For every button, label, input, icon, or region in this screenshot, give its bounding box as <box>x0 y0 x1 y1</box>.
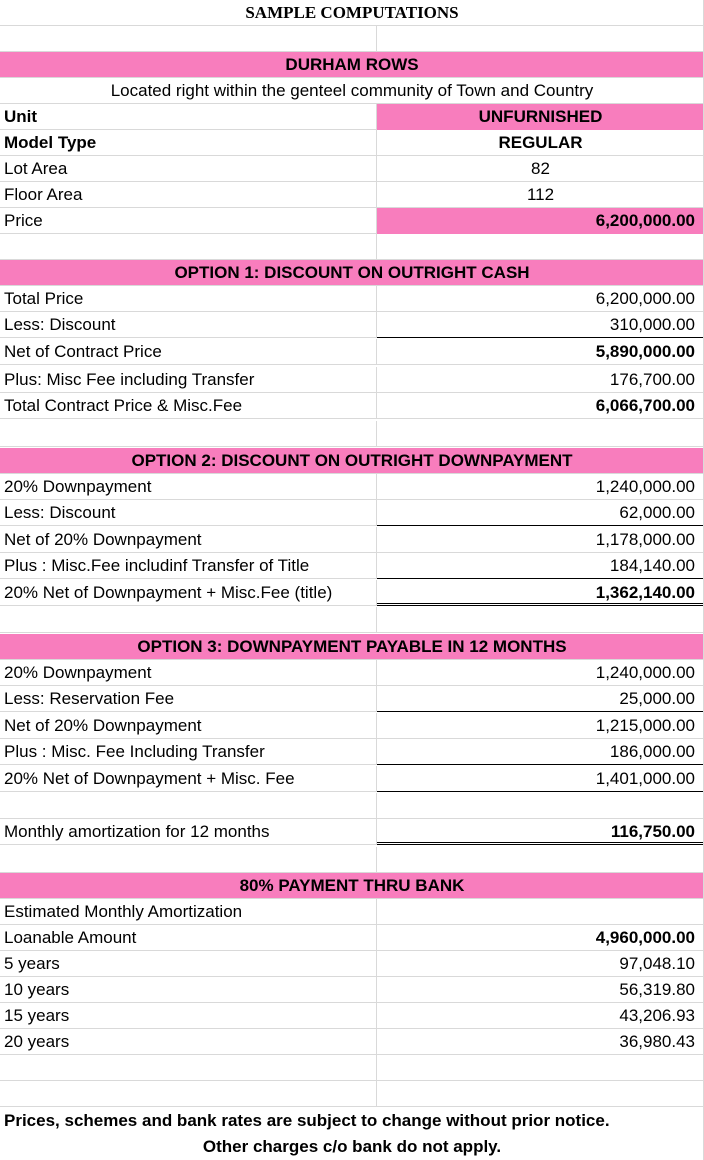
lot-area-label: Lot Area <box>0 156 377 182</box>
option1-header-row <box>0 260 704 286</box>
disclaimer-note: Prices, schemes and bank rates are subject to change without prior notice. <box>4 1111 610 1130</box>
blank-row <box>0 421 704 447</box>
term-value: 43,206.93 <box>619 1006 695 1025</box>
bank-header-row <box>0 873 704 899</box>
tagline-row <box>0 78 704 104</box>
lot-area-row <box>0 156 704 182</box>
monthly-amortization-label: Monthly amortization for 12 months <box>0 819 377 845</box>
option2-label: 20% Downpayment <box>0 474 377 500</box>
option3-value: 25,000.00 <box>377 686 704 712</box>
model-label: Model Type <box>0 130 377 156</box>
option1-value: 310,000.00 <box>377 312 704 338</box>
option2-header: OPTION 2: DISCOUNT ON OUTRIGHT DOWNPAYMENT <box>131 451 573 470</box>
floor-area-value: 112 <box>526 185 555 204</box>
option3-value: 1,215,000.00 <box>595 716 695 735</box>
model-value: REGULAR <box>498 133 583 152</box>
option3-label: Plus : Misc. Fee Including Transfer <box>0 739 377 765</box>
blank-cell <box>0 26 377 52</box>
project-name: DURHAM ROWS <box>285 55 419 74</box>
loanable-amount-value: 4,960,000.00 <box>595 928 695 947</box>
term-label: 10 years <box>0 977 377 1003</box>
option1-label: Total Contract Price & Misc.Fee <box>0 393 377 419</box>
blank-cell <box>0 847 377 873</box>
title-row <box>0 0 704 26</box>
option1-label: Total Price <box>0 286 377 312</box>
option2-row <box>0 527 704 553</box>
project-tagline: Located right within the genteel community of Town and Country <box>110 81 594 100</box>
lot-area-value: 82 <box>531 159 550 178</box>
monthly-amortization-value: 116,750.00 <box>377 819 704 845</box>
note-row <box>0 1134 704 1160</box>
term-row <box>0 951 704 977</box>
option2-label: Net of 20% Downpayment <box>0 527 377 553</box>
blank-cell <box>0 607 377 633</box>
blank-row <box>0 234 704 260</box>
price-value: 6,200,000.00 <box>377 208 704 234</box>
option3-header-row <box>0 634 704 660</box>
term-label: 20 years <box>0 1029 377 1055</box>
option3-label: Net of 20% Downpayment <box>0 713 377 739</box>
option2-value: 1,240,000.00 <box>595 477 695 496</box>
option3-value: 186,000.00 <box>377 739 704 765</box>
blank-cell <box>0 793 377 819</box>
blank-row <box>0 607 704 633</box>
option3-label: Less: Reservation Fee <box>0 686 377 712</box>
option2-value: 1,178,000.00 <box>595 530 695 549</box>
loanable-amount-row <box>0 925 704 951</box>
option1-row <box>0 312 704 338</box>
option1-row <box>0 286 704 312</box>
blank-cell <box>0 1055 377 1081</box>
blank-row <box>0 847 704 873</box>
option3-row <box>0 686 704 712</box>
option2-row <box>0 500 704 526</box>
term-row <box>0 1029 704 1055</box>
loanable-amount-label: Loanable Amount <box>0 925 377 951</box>
price-label: Price <box>0 208 377 234</box>
option3-value: 1,240,000.00 <box>595 663 695 682</box>
model-row <box>0 130 704 156</box>
term-row <box>0 977 704 1003</box>
term-label: 5 years <box>0 951 377 977</box>
unit-value: UNFURNISHED <box>377 104 704 130</box>
blank-row <box>0 1055 704 1081</box>
option2-value: 184,140.00 <box>377 553 704 579</box>
monthly-amortization-row <box>0 819 704 845</box>
option1-row <box>0 367 704 393</box>
option2-header-row <box>0 448 704 474</box>
term-value: 97,048.10 <box>619 954 695 973</box>
unit-row <box>0 104 704 130</box>
option1-row <box>0 339 704 365</box>
blank-row <box>0 26 704 52</box>
option1-value: 176,700.00 <box>609 370 695 389</box>
sheet-title: SAMPLE COMPUTATIONS <box>245 3 459 22</box>
blank-row <box>0 793 704 819</box>
option3-row <box>0 660 704 686</box>
option2-row <box>0 553 704 579</box>
estimated-amortization-label: Estimated Monthly Amortization <box>0 899 377 925</box>
term-value: 36,980.43 <box>619 1032 695 1051</box>
option1-total-row <box>0 393 704 419</box>
option1-label: Plus: Misc Fee including Transfer <box>0 367 377 393</box>
option3-row <box>0 739 704 765</box>
option3-total-value: 1,401,000.00 <box>377 766 704 792</box>
option2-total-value: 1,362,140.00 <box>377 580 704 606</box>
option3-label: 20% Net of Downpayment + Misc. Fee <box>0 766 377 792</box>
term-value: 56,319.80 <box>619 980 695 999</box>
option1-label: Less: Discount <box>0 312 377 338</box>
blank-cell <box>0 234 377 260</box>
option3-label: 20% Downpayment <box>0 660 377 686</box>
note-row <box>0 1108 704 1134</box>
option2-row <box>0 474 704 500</box>
blank-cell <box>0 1081 377 1107</box>
blank-row <box>0 1081 704 1107</box>
option2-value: 62,000.00 <box>377 500 704 526</box>
bank-charges-note: Other charges c/o bank do not apply. <box>202 1137 502 1156</box>
option2-label: 20% Net of Downpayment + Misc.Fee (title) <box>0 580 377 606</box>
option2-label: Less: Discount <box>0 500 377 526</box>
bank-header: 80% PAYMENT THRU BANK <box>239 876 465 895</box>
option3-row <box>0 713 704 739</box>
option1-total-value: 6,066,700.00 <box>595 396 695 415</box>
option2-total-row <box>0 580 704 606</box>
blank-cell <box>0 421 377 447</box>
option3-total-row <box>0 766 704 792</box>
price-row <box>0 208 704 234</box>
project-header-row <box>0 52 704 78</box>
term-row <box>0 1003 704 1029</box>
term-label: 15 years <box>0 1003 377 1029</box>
option1-value: 5,890,000.00 <box>595 342 695 361</box>
floor-area-label: Floor Area <box>0 182 377 208</box>
unit-label: Unit <box>0 104 377 130</box>
option1-label: Net of Contract Price <box>0 339 377 365</box>
option3-header: OPTION 3: DOWNPAYMENT PAYABLE IN 12 MONTHS <box>137 637 567 656</box>
estimated-amortization-row <box>0 899 704 925</box>
option1-header: OPTION 1: DISCOUNT ON OUTRIGHT CASH <box>174 263 530 282</box>
option1-value: 6,200,000.00 <box>595 289 695 308</box>
floor-area-row <box>0 182 704 208</box>
option2-label: Plus : Misc.Fee includinf Transfer of Title <box>0 553 377 579</box>
